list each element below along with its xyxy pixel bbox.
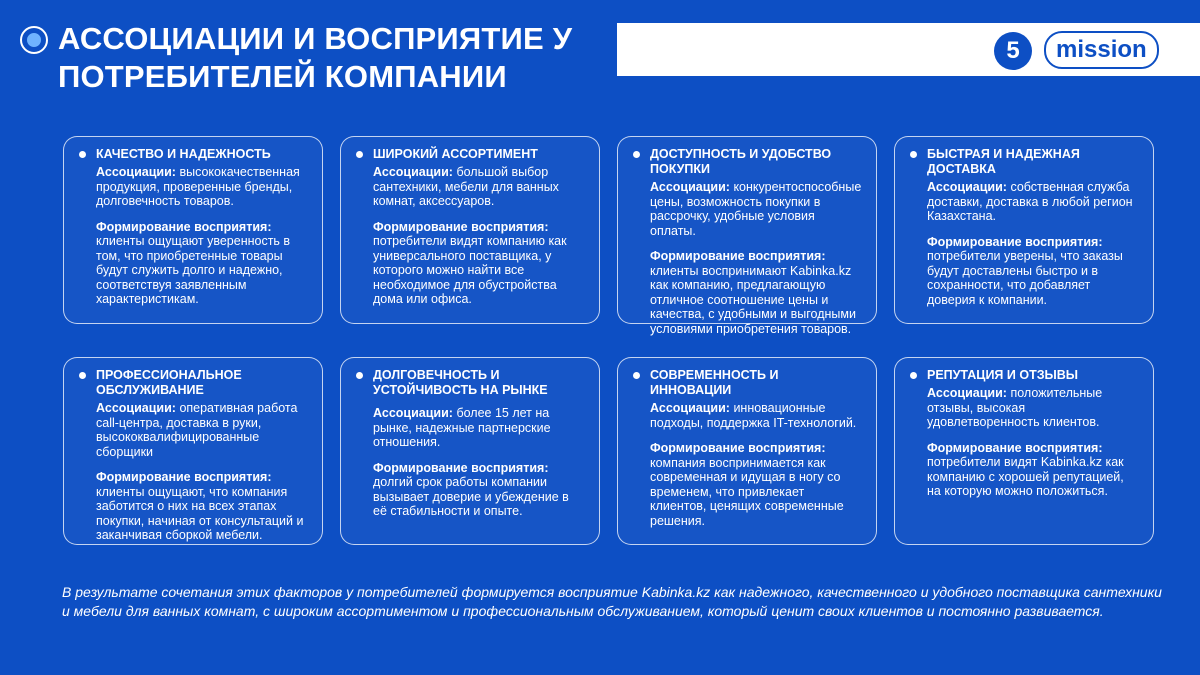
card-title: СОВРЕМЕННОСТЬ И ИННОВАЦИИ — [650, 368, 779, 397]
assoc-label: Ассоциации: — [927, 180, 1007, 194]
perception-text: клиенты ощущают уверенность в том, что приобретенные товары будут служить долго и надежно, соответствуя заявленным характеристикам. — [96, 234, 291, 306]
perception-text: потребители видят компанию как универсального поставщика, у которого можно найти все необходимое для обустройства дома или офиса. — [373, 234, 567, 306]
summary-text: В результате сочетания этих факторов у потребителей формируется восприятие Kabinka.kz как надежного, качественного и удобного поставщика сантехники и мебели для ванных комнат, с широким ассортиментом и профессиональным обслуживанием, который ценит своих клиентов и постоянно развивается. — [62, 584, 1162, 619]
page-title-line2: ПОТРЕБИТЕЛЕЙ КОМПАНИИ — [58, 59, 507, 94]
bullet-dot-icon — [910, 151, 917, 158]
card-accessibility — [617, 136, 877, 336]
perception-label: Формирование восприятия: — [927, 440, 1103, 455]
card-delivery — [894, 136, 1154, 324]
page-title — [58, 20, 618, 96]
logo-text: mission — [1044, 31, 1159, 69]
bullet-dot-icon — [356, 372, 363, 379]
card-title: ШИРОКИЙ АССОРТИМЕНТ — [373, 147, 538, 161]
assoc-text: собственная служба доставки, доставка в любой регион Казахстана. — [927, 180, 1133, 223]
assoc-text: инновационные подходы, поддержка IT-технологий. — [650, 401, 857, 430]
card-assortment — [340, 136, 600, 324]
perception-text: компания воспринимается как современная и идущая в ногу со временем, что привлекает клиентов, ценящих современные решения. — [650, 455, 844, 528]
perception-text: клиенты воспринимают Kabinka.kz как компанию, предлагающую отличное соотношение цены и качества, с удобными и выгодными условиями приобретения товаров. — [650, 263, 856, 336]
assoc-label: Ассоциации: — [96, 165, 176, 179]
bullet-dot-icon — [356, 151, 363, 158]
perception-label: Формирование восприятия: — [650, 249, 826, 263]
assoc-text: более 15 лет на рынке, надежные партнерские отношения. — [373, 406, 551, 449]
assoc-label: Ассоциации: — [373, 406, 453, 420]
card-title: БЫСТРАЯ И НАДЕЖНАЯ ДОСТАВКА — [927, 147, 1080, 176]
perception-label: Формирование восприятия: — [927, 234, 1103, 249]
card-innovation — [617, 357, 877, 545]
perception-label: Формирование восприятия: — [373, 460, 549, 475]
perception-label: Формирование восприятия: — [96, 219, 272, 234]
assoc-label: Ассоциации: — [96, 401, 176, 415]
card-title: ДОСТУПНОСТЬ И УДОБСТВО ПОКУПКИ — [650, 147, 832, 176]
card-longevity — [340, 357, 600, 545]
assoc-label: Ассоциации: — [650, 401, 730, 415]
card-title: ДОЛГОВЕЧНОСТЬ И УСТОЙЧИВОСТЬ НА РЫНКЕ — [373, 368, 548, 397]
assoc-label: Ассоциации: — [373, 165, 453, 179]
assoc-text: большой выбор сантехники, мебели для ванных комнат, аксессуаров. — [373, 165, 559, 208]
perception-label: Формирование восприятия: — [373, 219, 549, 234]
perception-text: долгий срок работы компании вызывает доверие и убеждение в её стабильности и опыте. — [373, 475, 569, 518]
card-title: РЕПУТАЦИЯ И ОТЗЫВЫ — [927, 368, 1079, 382]
perception-text: потребители видят Kabinka.kz как компанию с хорошей репутацией, на которую можно положиться. — [927, 455, 1124, 498]
bullet-dot-icon — [79, 372, 86, 379]
perception-text: клиенты ощущают, что компания заботится о них на всех этапах покупки, начиная от консультаций и заканчивая сборкой мебели. — [96, 484, 304, 542]
assoc-text: конкурентоспособные цены, возможность покупки в рассрочку, удобные условия оплаты. — [650, 180, 862, 238]
bullet-dot-icon — [79, 151, 86, 158]
perception-label: Формирование восприятия: — [96, 470, 272, 484]
bullet-dot-icon — [633, 151, 640, 158]
bullet-circle-icon — [20, 26, 48, 54]
assoc-label: Ассоциации: — [927, 386, 1007, 400]
card-title: ПРОФЕССИОНАЛЬНОЕ ОБСЛУЖИВАНИЕ — [96, 368, 242, 397]
assoc-text: положительные отзывы, высокая удовлетворенность клиентов. — [927, 386, 1103, 429]
logo-number: 5 — [994, 32, 1032, 70]
perception-text: потребители уверены, что заказы будут доставлены быстро и в сохранности, что добавляет доверия к компании. — [927, 249, 1123, 307]
bullet-dot-icon — [633, 372, 640, 379]
card-service — [63, 357, 323, 545]
card-title: КАЧЕСТВО И НАДЕЖНОСТЬ — [96, 147, 271, 161]
assoc-label: Ассоциации: — [650, 180, 730, 194]
bullet-dot-icon — [910, 372, 917, 379]
card-reputation — [894, 357, 1154, 545]
page-title-line1: АССОЦИАЦИИ И ВОСПРИЯТИЕ У — [58, 21, 573, 56]
assoc-text: оперативная работа call-центра, доставка в руки, высококвалифицированные сборщики — [96, 401, 298, 459]
card-quality — [63, 136, 323, 324]
assoc-text: высококачественная продукция, проверенные бренды, долговечность товаров. — [96, 165, 300, 208]
perception-label: Формирование восприятия: — [650, 441, 826, 455]
